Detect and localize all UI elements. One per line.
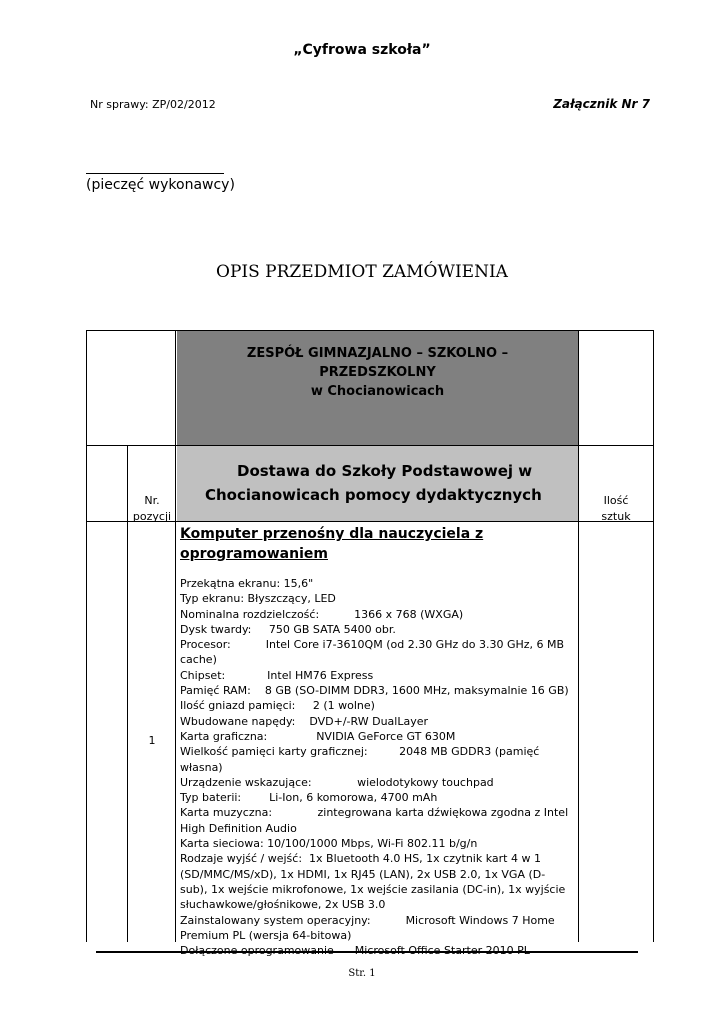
table-border-top (86, 330, 654, 331)
product-name-line: oprogramowaniem (180, 546, 328, 562)
header-line: sztuk (601, 510, 631, 523)
table-border-right (653, 330, 654, 942)
document-title: OPIS PRZEDMIOT ZAMÓWIENIA (216, 262, 508, 282)
spec-line: Wbudowane napędy: DVD+/-RW DualLayer (180, 714, 429, 728)
school-name (177, 344, 578, 401)
table-border-left (86, 330, 87, 942)
product-name-line: Komputer przenośny dla nauczyciela z (180, 526, 484, 542)
school-name-line: w Chocianowicach (310, 384, 445, 399)
spec-line: własna) (180, 760, 223, 774)
case-number: Nr sprawy: ZP/02/2012 (90, 98, 216, 111)
spec-line: Procesor: Intel Core i7-3610QM (od 2.30 GHz do 3.30 GHz, 6 MB (180, 638, 565, 652)
delivery-title-line: Dostawa do Szkoły Podstawowej w (237, 462, 533, 480)
spec-line: Nominalna rozdzielczość: 1366 x 768 (WXGA) (180, 607, 464, 621)
spec-line: Typ ekranu: Błyszczący, LED (180, 592, 336, 606)
footer-rule (96, 951, 638, 953)
stamp-signature-line (86, 173, 224, 174)
spec-line: sub), 1x wejście mikrofonowe, 1x wejście zasilania (DC-in), 1x wyjście (180, 882, 566, 896)
spec-line: Premium PL (wersja 64-bitowa) (180, 928, 352, 942)
table-row-divider (86, 445, 654, 446)
header-line: Ilość (603, 494, 629, 507)
spec-line: Zainstalowany system operacyjny: Microsoft Windows 7 Home (180, 913, 555, 927)
delivery-title (205, 459, 565, 507)
annex-label: Załącznik Nr 7 (553, 97, 650, 111)
quantity-header (580, 493, 652, 525)
spec-line: Rodzaje wyjść / wejść: 1x Bluetooth 4.0 HS, 1x czytnik kart 4 w 1 (180, 852, 541, 866)
spec-line: Typ baterii: Li-Ion, 6 komorowa, 4700 mAh (180, 791, 438, 805)
spec-line: Dołączone oprogramowanie Microsoft Office Starter 2010 PL (180, 944, 530, 958)
position-number-header (129, 493, 175, 525)
header-line: pozycji (132, 510, 172, 523)
page-number: Str. 1 (348, 968, 376, 979)
school-name-line: ZESPÓŁ GIMNAZJALNO – SZKOLNO – (246, 346, 509, 361)
table-column-divider (578, 330, 579, 942)
spec-line: cache) (180, 653, 217, 667)
spec-line: (SD/MMC/MS/xD), 1x HDMI, 1x RJ45 (LAN), 2x USB 2.0, 1x VGA (D- (180, 867, 546, 881)
spec-line: Chipset: Intel HM76 Express (180, 668, 374, 682)
product-name (180, 524, 572, 564)
spec-line: Przekątna ekranu: 15,6" (180, 577, 314, 590)
spec-line: Ilość gniazd pamięci: 2 (1 wolne) (180, 699, 375, 713)
spec-line: Wielkość pamięci karty graficznej: 2048 MB GDDR3 (pamięć (180, 745, 540, 759)
spec-line: Dysk twardy: 750 GB SATA 5400 obr. (180, 622, 396, 636)
stamp-label: (pieczęć wykonawcy) (86, 177, 235, 193)
delivery-title-line: Chocianowicach pomocy dydaktycznych (205, 486, 542, 504)
table-column-divider (175, 330, 176, 942)
spec-line: Pamięć RAM: 8 GB (SO-DIMM DDR3, 1600 MHz, maksymalnie 16 GB) (180, 684, 569, 698)
item-number: 1 (148, 734, 156, 747)
project-title: „Cyfrowa szkoła” (293, 42, 431, 58)
school-name-line: PRZEDSZKOLNY (319, 365, 436, 380)
table-column-divider (127, 445, 128, 942)
spec-line: High Definition Audio (180, 821, 297, 835)
spec-line: Karta sieciowa: 10/100/1000 Mbps, Wi-Fi 802.11 b/g/n (180, 837, 478, 851)
header-line: Nr. (144, 494, 160, 507)
spec-line: Karta graficzna: NVIDIA GeForce GT 630M (180, 729, 456, 743)
specification-list (180, 576, 575, 958)
spec-line: Urządzenie wskazujące: wielodotykowy touchpad (180, 775, 494, 789)
spec-line: słuchawkowe/głośnikowe, 2x USB 3.0 (180, 898, 386, 912)
spec-line: Karta muzyczna: zintegrowana karta dźwiękowa zgodna z Intel (180, 806, 569, 820)
